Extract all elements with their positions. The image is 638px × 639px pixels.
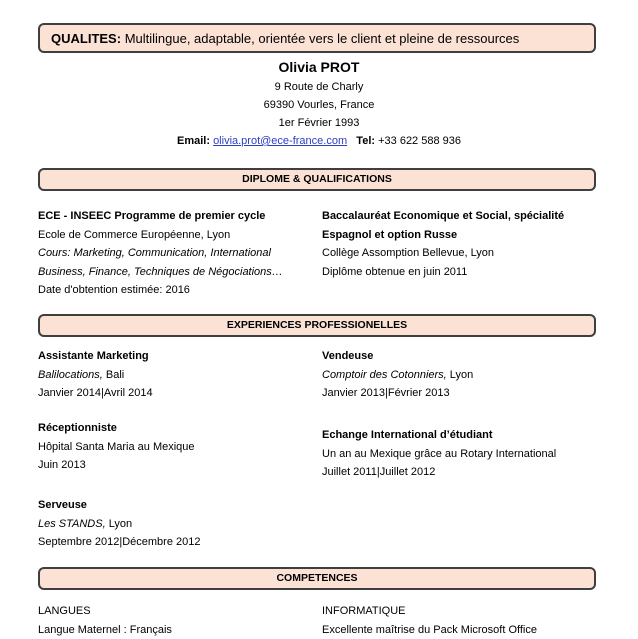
qualites-text: Multilingue, adaptable, orientée vers le client et pleine de ressources xyxy=(125,31,520,46)
job-4-place: Lyon xyxy=(450,369,473,381)
job-4 xyxy=(322,347,473,403)
qualites-box xyxy=(38,23,596,53)
competences-left-title: LANGUES xyxy=(38,602,172,621)
job-3-dates: Septembre 2012|Décembre 2012 xyxy=(38,533,200,552)
competences-left xyxy=(38,602,172,639)
job-5-dates: Juillet 2011|Juillet 2012 xyxy=(322,463,556,482)
section-diplomes-heading: DIPLOME & QUALIFICATIONS xyxy=(38,168,596,191)
section-competences-heading: COMPETENCES xyxy=(38,567,596,590)
diplome-right xyxy=(322,207,564,281)
diplome-left-school: Ecole de Commerce Européenne, Lyon xyxy=(38,226,283,245)
job-2-dates: Juin 2013 xyxy=(38,456,195,475)
birthdate: 1er Février 1993 xyxy=(0,117,638,129)
job-3-place: Lyon xyxy=(109,518,132,530)
competences-right-line: Excellente maîtrise du Pack Microsoft Office xyxy=(322,621,537,639)
diplome-left-courses-2: Business, Finance, Techniques de Négociations… xyxy=(38,263,283,282)
diplome-right-title-2: Espagnol et option Russe xyxy=(322,226,564,245)
tel-label: Tel: xyxy=(356,135,375,147)
job-5-title: Echange International d’étudiant xyxy=(322,426,556,445)
job-4-title: Vendeuse xyxy=(322,347,473,366)
competences-left-line: Langue Maternel : Français xyxy=(38,621,172,639)
job-5 xyxy=(322,426,556,482)
job-2-title: Réceptionniste xyxy=(38,419,195,438)
job-3-company-line xyxy=(38,515,200,534)
job-3-company: Les STANDS, xyxy=(38,518,106,530)
job-4-company: Comptoir des Cotonniers, xyxy=(322,369,447,381)
job-2 xyxy=(38,419,195,475)
job-1 xyxy=(38,347,153,403)
address-line-1: 9 Route de Charly xyxy=(0,81,638,93)
qualites-label: QUALITES: xyxy=(51,31,121,46)
contact-line xyxy=(0,135,638,147)
job-3-title: Serveuse xyxy=(38,496,200,515)
address-line-2: 69390 Vourles, France xyxy=(0,99,638,111)
diplome-left-date: Date d'obtention estimée: 2016 xyxy=(38,281,283,300)
diplome-left-title: ECE - INSEEC Programme de premier cycle xyxy=(38,207,283,226)
section-experiences-heading: EXPERIENCES PROFESSIONELLES xyxy=(38,314,596,337)
diplome-left xyxy=(38,207,283,300)
job-1-title: Assistante Marketing xyxy=(38,347,153,366)
competences-right-title: INFORMATIQUE xyxy=(322,602,537,621)
job-1-dates: Janvier 2014|Avril 2014 xyxy=(38,384,153,403)
job-5-company: Un an au Mexique grâce au Rotary International xyxy=(322,445,556,464)
job-3 xyxy=(38,496,200,552)
job-2-company: Hôpital Santa Maria au Mexique xyxy=(38,438,195,457)
diplome-right-date: Diplôme obtenue en juin 2011 xyxy=(322,263,564,282)
candidate-name: Olivia PROT xyxy=(0,59,638,75)
job-1-company: Balilocations, xyxy=(38,369,103,381)
tel-value: +33 622 588 936 xyxy=(378,135,461,147)
job-4-company-line xyxy=(322,366,473,385)
diplome-right-school: Collège Assomption Bellevue, Lyon xyxy=(322,244,564,263)
competences-right xyxy=(322,602,537,639)
job-1-place: Bali xyxy=(106,369,124,381)
diplome-left-courses-1: Cours: Marketing, Communication, International xyxy=(38,244,283,263)
job-1-company-line xyxy=(38,366,153,385)
email-label: Email: xyxy=(177,135,210,147)
email-link[interactable]: olivia.prot@ece-france.com xyxy=(213,135,347,147)
diplome-right-title-1: Baccalauréat Economique et Social, spécialité xyxy=(322,207,564,226)
job-4-dates: Janvier 2013|Février 2013 xyxy=(322,384,473,403)
